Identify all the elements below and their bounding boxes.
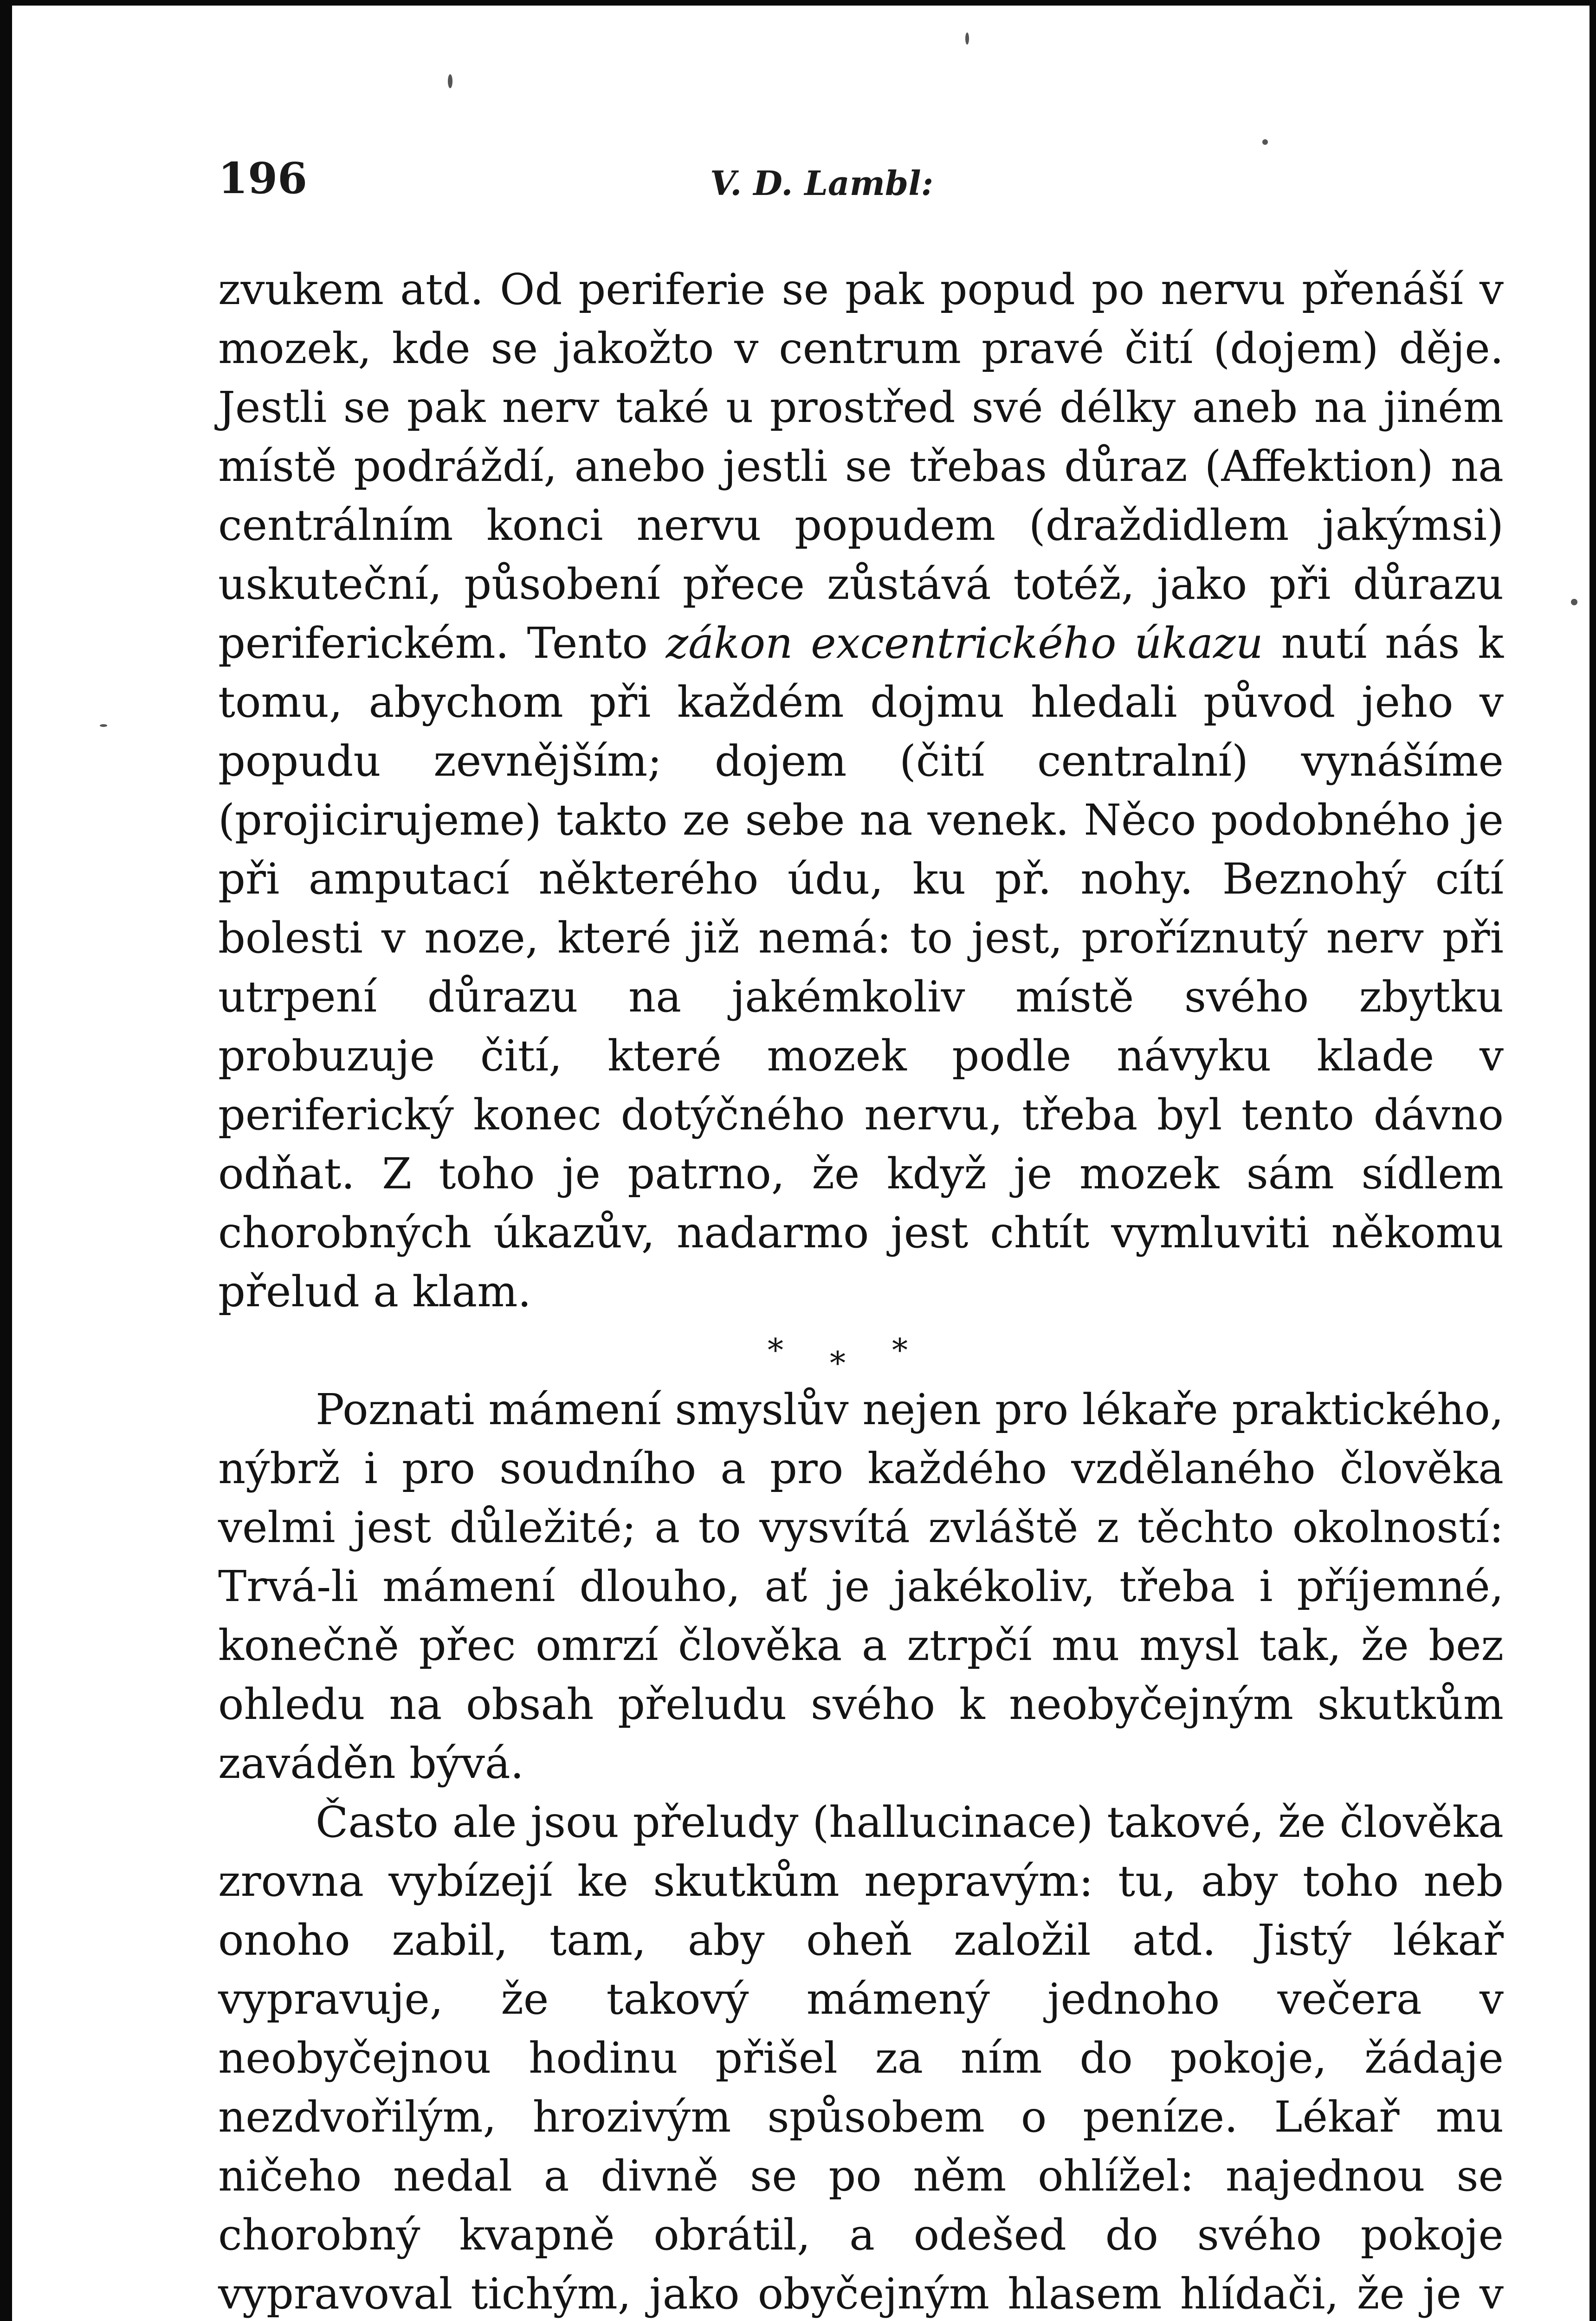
- text-segment: Často ale jsou přeludy (hallucinace) takové, že člověka zrovna vybízejí ke skutkům nepravým: tu, aby toho neb onoho zabil, tam, aby oheň založil atd. Jistý lékař vypravuje, že takový mámený jednoho večera v neobyčejnou hodinu přišel za ním do pokoje, žádaje nezdvořilým, hrozivým spůsobem o peníze. Lékař mu ničeho nedal a divně se po něm ohlížel: najednou se chorobný kvapně obrátil, a odešed do svého pokoje vypravoval tichým, jako obyčejným hlasem hlídači, že je v: [218, 1797, 1504, 2319]
- paragraph-2: [218, 1380, 1504, 1793]
- body-text: [218, 260, 1504, 2321]
- paper-speck: [1262, 139, 1268, 145]
- italic-term: zákon excentrického úkazu: [666, 618, 1263, 668]
- section-divider: [218, 1321, 1504, 1380]
- paragraph-3: [218, 1793, 1504, 2321]
- text-segment: nutí nás k tomu, abychom při každém dojmu hledali původ jeho v popudu zevnějším; dojem (čití centralní) vynášíme (projicirujeme) takto ze sebe na venek. Něco podobného je při amputací některého údu, ku př. nohy. Beznohý cítí bolesti v noze, které již nemá: to jest, proříznutý nerv při utrpení důrazu na jakémkoliv místě svého zbytku probuzuje čití, které mozek podle návyku klade v periferický konec dotýčného nervu, třeba byl tento dávno odňat. Z toho je patrno, že když je mozek sám sídlem chorobných úkazův, nadarmo jest chtít vymluviti někomu přelud a klam.: [218, 618, 1504, 1316]
- paper-speck: [965, 32, 969, 45]
- running-head: V. D. Lambl:: [710, 163, 934, 203]
- asterisk-right: *: [892, 1332, 954, 1369]
- asterisk-middle: *: [830, 1345, 892, 1382]
- text-segment: Poznati mámení smyslův nejen pro lékaře praktického, nýbrž i pro soudního a pro každého vzdělaného člověka velmi jest důležité; a to vysvítá zvláště z těchto okolností: Trvá-li mámení dlouho, ať je jakékoliv, třeba i příjemné, konečně přec omrzí člověka a ztrpčí mu mysl tak, že bez ohledu na obsah přeludu svého k neobyčejným skutkům zaváděn bývá.: [218, 1385, 1504, 1788]
- paper-speck: [1571, 599, 1577, 605]
- paper-speck: [100, 724, 107, 727]
- paragraph-1: [218, 260, 1504, 1321]
- paper-speck: [448, 74, 452, 88]
- page-header: [218, 153, 1504, 214]
- asterisk-left: *: [768, 1332, 830, 1369]
- page-number: 196: [218, 153, 308, 203]
- text-segment: zvukem atd. Od periferie se pak popud po nervu přenáší v mozek, kde se jakožto v centrum pravé čití (dojem) děje. Jestli se pak nerv také u prostřed své délky aneb na jiném místě podráždí, anebo jestli se třebas důraz (Affektion) na centrálním konci nervu popudem (draždidlem jakýmsi) uskuteční, působení přece zůstává totéž, jako při důrazu periferickém. Tento: [218, 265, 1504, 668]
